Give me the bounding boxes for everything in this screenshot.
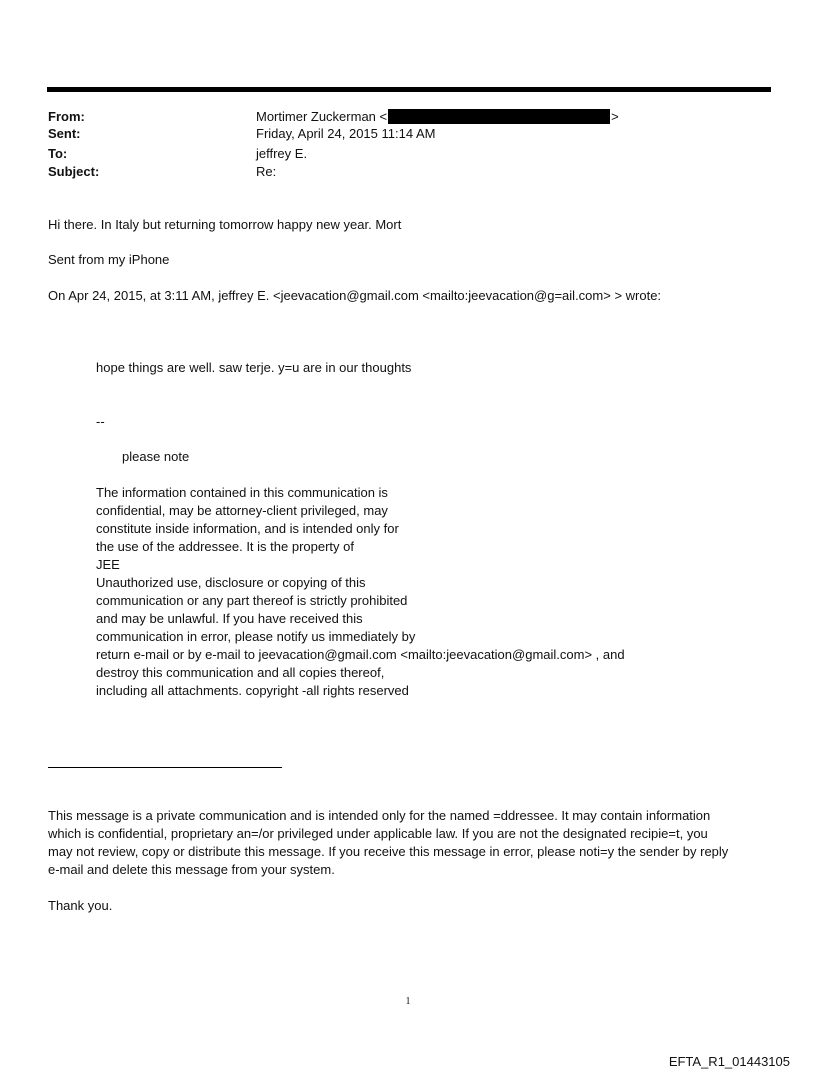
reply-signature: Sent from my iPhone (48, 252, 170, 267)
document-id: EFTA_R1_01443105 (668, 1054, 790, 1069)
page-number: 1 (405, 996, 411, 1007)
reply-message: Hi there. In Italy but returning tomorrow happy new year. Mort (48, 217, 402, 232)
disclaimer-line: Unauthorized use, disclosure or copying of this (96, 575, 366, 590)
disclaimer-line: communication in error, please notify us immediately by (96, 629, 416, 644)
footer-notice-line: which is confidential, proprietary an=/or privileged under applicable law. If you are not the designated recipie=t, you (48, 826, 708, 841)
note-heading: please note (122, 449, 190, 464)
redaction-bar (388, 109, 610, 124)
disclaimer-line: the use of the addressee. It is the property of (96, 539, 354, 554)
disclaimer-line: return e-mail or by e-mail to jeevacation@gmail.com <mailto:jeevacation@gmail.com> , and (96, 647, 625, 662)
disclaimer-line: including all attachments. copyright -all rights reserved (96, 683, 409, 698)
from-value (256, 108, 619, 125)
disclaimer-line: communication or any part thereof is strictly prohibited (96, 593, 408, 608)
sender-name: Mortimer Zuckerman (256, 109, 376, 124)
quote-attribution: On Apr 24, 2015, at 3:11 AM, jeffrey E. <jeevacation@gmail.com <mailto:jeevacation@g=ail.com> > wrote: (48, 288, 662, 303)
from-label: From: (48, 109, 85, 124)
footer-notice-line: This message is a private communication and is intended only for the named =ddressee. It may contain information (48, 808, 711, 823)
sender-bracket-open: < (379, 109, 388, 124)
disclaimer-line: and may be unlawful. If you have received this (96, 611, 363, 626)
footer-notice-line: e-mail and delete this message from your system. (48, 862, 335, 877)
quoted-message: hope things are well. saw terje. y=u are in our thoughts (96, 360, 412, 375)
disclaimer-line: JEE (96, 557, 120, 572)
to-value: jeffrey E. (256, 146, 308, 161)
footer-thanks: Thank you. (48, 898, 113, 913)
disclaimer-line: constitute inside information, and is intended only for (96, 521, 399, 536)
to-label: To: (48, 146, 68, 161)
disclaimer-line: The information contained in this communication is (96, 485, 388, 500)
disclaimer-line: confidential, may be attorney-client privileged, may (96, 503, 388, 518)
footer-divider (48, 767, 282, 768)
sender-bracket-close: > (611, 109, 619, 124)
signature-separator: -- (96, 414, 105, 429)
header-rule (47, 87, 771, 92)
sent-label: Sent: (48, 126, 81, 141)
sent-value: Friday, April 24, 2015 11:14 AM (256, 126, 436, 141)
subject-label: Subject: (48, 164, 100, 179)
footer-notice-line: may not review, copy or distribute this message. If you receive this message in error, please noti=y the sender by reply (48, 844, 729, 859)
subject-value: Re: (256, 164, 277, 179)
disclaimer-line: destroy this communication and all copies thereof, (96, 665, 385, 680)
